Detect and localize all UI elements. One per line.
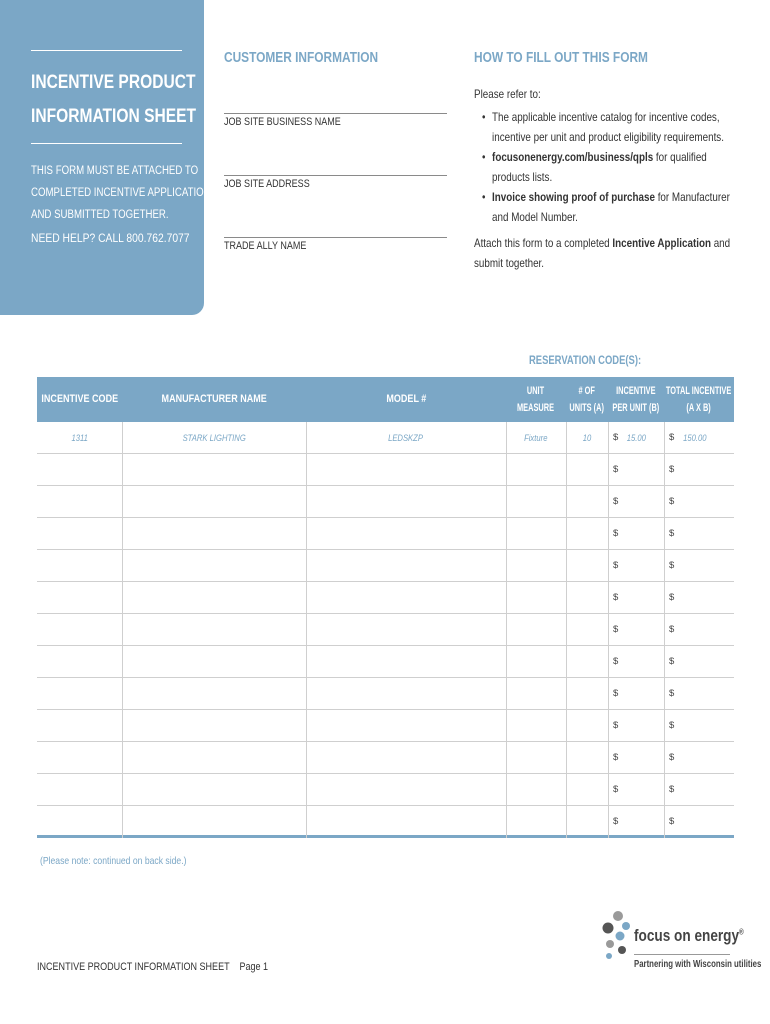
col-per-unit: INCENTIVE PER UNIT (B) <box>612 384 660 414</box>
address-input[interactable] <box>224 175 447 176</box>
col-divider <box>566 422 567 838</box>
per-unit-currency: $ <box>613 592 619 603</box>
table-row[interactable] <box>37 710 734 742</box>
form-title-line2: INFORMATION SHEET <box>31 106 197 127</box>
table-header <box>37 377 734 422</box>
bullet-2-text: for qualified products lists. <box>492 150 707 184</box>
col-units: # OF UNITS (A) <box>569 384 605 414</box>
total-currency: $ <box>669 624 675 635</box>
reservation-code-label: RESERVATION CODE(S): <box>529 355 642 367</box>
per-unit-currency: $ <box>613 624 619 635</box>
customer-info-heading: CUSTOMER INFORMATION <box>224 50 379 66</box>
instructions-intro: Please refer to: <box>474 87 541 101</box>
total-currency: $ <box>669 656 675 667</box>
example-per-unit[interactable]: 15.00 <box>626 432 646 443</box>
example-manufacturer[interactable]: STARK LIGHTING <box>182 432 246 443</box>
col-total: TOTAL INCENTIVE (A X B) <box>666 384 732 414</box>
sidebar-panel <box>0 0 211 315</box>
table-row[interactable] <box>37 454 734 486</box>
table-row[interactable] <box>37 742 734 774</box>
col-divider <box>306 422 307 838</box>
attach-bold: Incentive Application <box>612 236 711 250</box>
table-body <box>37 422 734 838</box>
per-unit-currency: $ <box>613 720 619 731</box>
instruction-bullet-2: • focusonenergy.com/business/qpls for qualified products lists. <box>482 150 707 184</box>
col-divider <box>608 422 609 838</box>
bullet-3-text: for Manufacturer and Model Number. <box>492 190 730 224</box>
product-table <box>37 377 734 838</box>
example-unit-measure[interactable]: Fixture <box>524 432 548 443</box>
total-currency: $ <box>669 560 675 571</box>
business-name-label: JOB SITE BUSINESS NAME <box>224 116 341 128</box>
table-row[interactable] <box>37 486 734 518</box>
per-unit-currency: $ <box>613 656 619 667</box>
attach-instruction <box>474 233 745 273</box>
total-currency: $ <box>669 752 675 763</box>
col-model: MODEL # <box>386 393 426 405</box>
total-currency: $ <box>669 720 675 731</box>
attach-note <box>31 160 211 226</box>
example-units[interactable]: 10 <box>582 432 592 443</box>
trade-ally-input[interactable] <box>224 237 447 238</box>
address-label: JOB SITE ADDRESS <box>224 178 310 190</box>
total-currency: $ <box>669 592 675 603</box>
example-per-unit-currency: $ <box>613 432 619 443</box>
instructions-body <box>474 84 745 273</box>
example-code[interactable]: 1311 <box>71 432 88 443</box>
per-unit-currency: $ <box>613 528 619 539</box>
focus-on-energy-logo <box>600 908 762 974</box>
col-divider <box>506 422 507 838</box>
business-name-input[interactable] <box>224 113 447 114</box>
col-divider <box>122 422 123 838</box>
example-total[interactable]: 150.00 <box>683 432 707 443</box>
table-row[interactable] <box>37 774 734 806</box>
logo-tagline: Partnering with Wisconsin utilities <box>634 959 762 970</box>
total-currency: $ <box>669 816 675 827</box>
page-footer: INCENTIVE PRODUCT INFORMATION SHEET Page 1 <box>37 961 269 973</box>
per-unit-currency: $ <box>613 752 619 763</box>
form-title <box>31 66 197 134</box>
table-row[interactable] <box>37 614 734 646</box>
table-row[interactable] <box>37 550 734 582</box>
per-unit-currency: $ <box>613 688 619 699</box>
total-currency: $ <box>669 784 675 795</box>
table-row[interactable] <box>37 582 734 614</box>
logo-rule <box>634 954 730 955</box>
form-title-line1: INCENTIVE PRODUCT <box>31 72 196 93</box>
qpls-link[interactable]: focusonenergy.com/business/qpls <box>492 150 654 164</box>
attach-note-line1: THIS FORM MUST BE ATTACHED TO <box>31 165 199 177</box>
col-incentive-code: INCENTIVE CODE <box>41 393 118 405</box>
total-currency: $ <box>669 496 675 507</box>
table-row[interactable] <box>37 806 734 838</box>
sidebar-bottom-rule <box>31 143 182 144</box>
bullet-3-bold: Invoice showing proof of purchase <box>492 190 655 204</box>
example-total-currency: $ <box>669 432 675 443</box>
per-unit-currency: $ <box>613 496 619 507</box>
bullet-1-text: The applicable incentive catalog for incentive codes, incentive per unit and product eligibility requirements. <box>492 110 724 144</box>
col-manufacturer: MANUFACTURER NAME <box>161 393 267 405</box>
continued-note: (Please note: continued on back side.) <box>40 855 187 867</box>
table-row[interactable] <box>37 646 734 678</box>
attach-post: and submit together. <box>474 236 731 270</box>
instruction-bullet-1: • The applicable incentive catalog for incentive codes, incentive per unit and product eligibility requirements. <box>474 107 745 147</box>
per-unit-currency: $ <box>613 816 619 827</box>
table-row[interactable] <box>37 518 734 550</box>
logo-wordmark: focus on energy® <box>634 926 744 945</box>
logo-dots-icon <box>600 908 632 964</box>
help-phone[interactable]: NEED HELP? CALL 800.762.7077 <box>31 231 190 245</box>
col-divider <box>664 422 665 838</box>
per-unit-currency: $ <box>613 560 619 571</box>
example-model[interactable]: LEDSKZP <box>388 432 424 443</box>
total-currency: $ <box>669 528 675 539</box>
table-row-example <box>37 422 734 454</box>
col-unit-measure: UNIT MEASURE <box>517 384 555 414</box>
table-row[interactable] <box>37 678 734 710</box>
attach-note-line3: AND SUBMITTED TOGETHER. <box>31 209 169 221</box>
per-unit-currency: $ <box>613 464 619 475</box>
instructions-heading: HOW TO FILL OUT THIS FORM <box>474 50 648 66</box>
attach-note-line2: COMPLETED INCENTIVE APPLICATION <box>31 187 211 199</box>
trade-ally-label: TRADE ALLY NAME <box>224 240 307 252</box>
sidebar-top-rule <box>31 50 182 51</box>
per-unit-currency: $ <box>613 784 619 795</box>
instruction-bullet-3: • Invoice showing proof of purchase for Manufacturer and Model Number. <box>482 190 730 224</box>
total-currency: $ <box>669 688 675 699</box>
total-currency: $ <box>669 464 675 475</box>
attach-pre: Attach this form to a completed <box>474 236 613 250</box>
